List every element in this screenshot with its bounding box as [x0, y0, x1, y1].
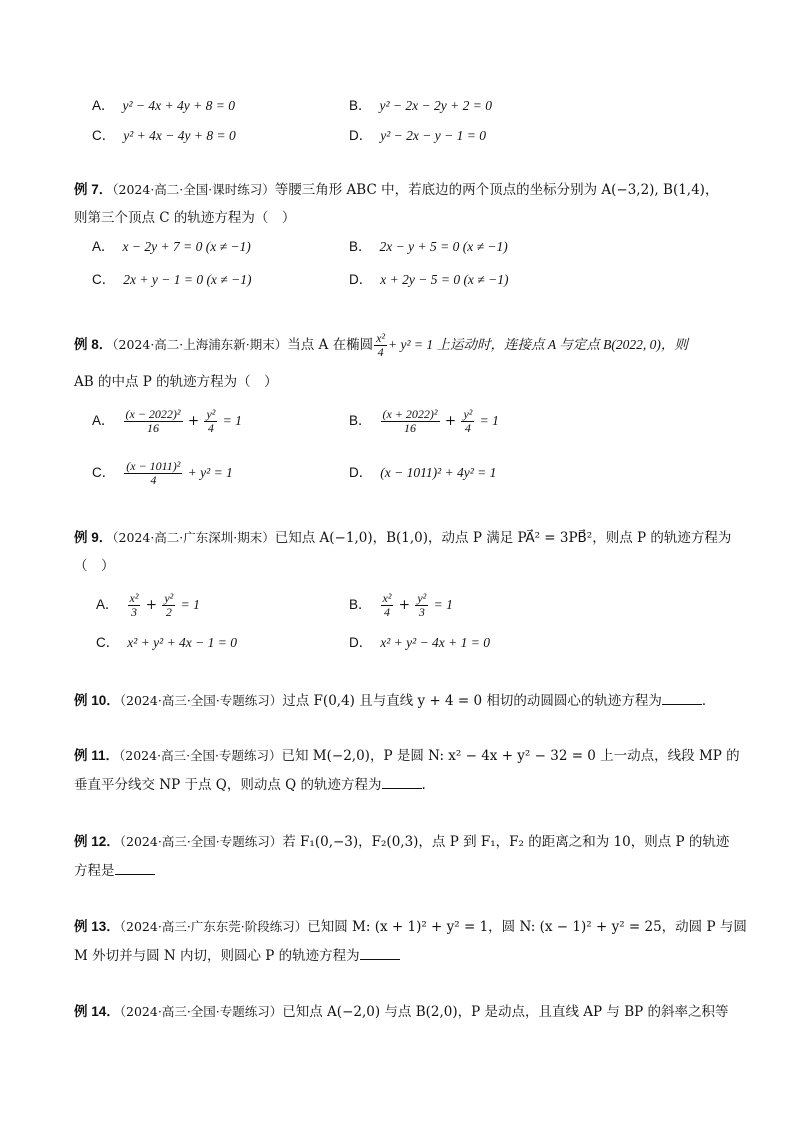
ex8-option-d — [349, 464, 496, 482]
ex6-option-a — [92, 97, 235, 115]
fraction-denominator: 16 — [404, 421, 417, 435]
fraction-denominator: 16 — [147, 421, 160, 435]
example-number: 例 13． — [74, 919, 120, 934]
example-source: （2024·高三·广东东莞·阶段练习） — [119, 919, 308, 934]
ex8-stem-line1 — [74, 331, 688, 359]
option-text: x² + y² + 4x − 1 = 0 — [127, 635, 238, 650]
example-number: 例 12． — [74, 834, 120, 849]
option-text: y² − 4x + 4y + 8 = 0 — [122, 98, 235, 113]
option-tail: = 1 — [222, 413, 242, 428]
ex7-option-c — [92, 271, 251, 289]
ex7-option-a — [92, 238, 251, 256]
ex13-stem-line2 — [74, 947, 400, 965]
fraction-numerator: x² — [382, 591, 392, 605]
option-text: y² + 4x − 4y + 8 = 0 — [123, 128, 236, 143]
fraction — [204, 408, 217, 435]
fraction-denominator: 4 — [207, 421, 214, 435]
option-text: x + 2y − 5 = 0 (x ≠ −1) — [380, 272, 509, 287]
fraction-numerator: y² — [463, 407, 473, 421]
stem-text: 垂直平分线交 NP 于点 Q，则动点 Q 的轨迹方程为 — [74, 777, 382, 793]
option-tail: = 1 — [433, 597, 453, 612]
stem-text: 已知圆 M: (x + 1)² + y² = 1，圆 N: (x − 1)² + y² = 25，动圆 P 与圆 — [307, 919, 747, 935]
option-label: A． — [92, 413, 115, 428]
fraction — [381, 592, 394, 619]
option-text: 2x + y − 1 = 0 (x ≠ −1) — [123, 272, 252, 287]
fraction-numerator: (x − 1011)² — [126, 459, 181, 473]
option-text: x − 2y + 7 = 0 (x ≠ −1) — [122, 239, 251, 254]
fraction-denominator: 4 — [464, 421, 471, 435]
stem-text: 已知点 A(−1,0)，B(1,0)，动点 P 满足 PA⃗² = 3PB⃗²，则点 P 的轨迹方程为 — [274, 530, 732, 546]
example-source: （2024·高三·全国·专题练习） — [119, 1004, 283, 1019]
stem-text: 当点 A 在椭圆 — [287, 337, 374, 353]
ex14-stem-line1 — [74, 1003, 729, 1021]
option-text: (x − 1011)² + 4y² = 1 — [380, 465, 497, 480]
ex7-stem-line1 — [74, 181, 718, 199]
fraction-numerator: y² — [164, 591, 174, 605]
fraction-numerator: (x + 2022)² — [382, 407, 438, 421]
ex9-option-c — [96, 634, 237, 652]
ex10-stem-line1 — [74, 692, 715, 710]
example-source: （2024·高三·全国·专题练习） — [119, 693, 283, 708]
fraction-denominator: 4 — [150, 473, 157, 487]
example-number: 例 11． — [74, 748, 120, 763]
fraction — [124, 460, 182, 487]
example-source: （2024·高二·全国·课时练习） — [112, 182, 275, 197]
stem-end: ． — [701, 693, 716, 709]
option-tail: + y² = 1 — [187, 465, 233, 480]
stem-text: 等腰三角形 ABC 中，若底边的两个顶点的坐标分别为 A(−3,2), B(1,4)， — [274, 182, 719, 198]
fraction-denominator: 3 — [418, 605, 425, 619]
ex6-option-c — [92, 127, 236, 145]
ellipse-fraction — [374, 332, 387, 359]
answer-blank — [662, 692, 702, 705]
example-source: （2024·高二·广东深圳·期末） — [112, 530, 275, 545]
fraction — [381, 408, 440, 435]
example-source: （2024·高三·全国·专题练习） — [119, 834, 283, 849]
fraction — [128, 592, 141, 619]
option-text: 2x − y + 5 = 0 (x ≠ −1) — [379, 239, 508, 254]
option-tail: = 1 — [180, 597, 200, 612]
option-label: C． — [92, 272, 116, 287]
stem-text: + y² = 1 上运动时，连接点 A 与定点 B(2022, 0)，则 — [388, 337, 688, 352]
stem-end: . — [421, 777, 426, 793]
option-text: x² + y² − 4x + 1 = 0 — [380, 635, 491, 650]
ex8-option-b: B． $\frac{\text{(x + 2022)²}}{16}$ + $\frac{\text{y²}}{4}$ = 1 — [349, 407, 499, 435]
example-source: （2024·高三·全国·专题练习） — [119, 748, 282, 763]
ex9-option-b: B． $\frac{\text{x²}}{4}$ + $\frac{\text{y²}}{3}$ = 1 — [349, 591, 453, 619]
stem-text: 已知 M(−2,0)，P 是圆 N: x² − 4x + y² − 32 = 0 上一动点，线段 MP 的 — [281, 748, 740, 764]
option-label: C． — [92, 128, 116, 143]
fraction-numerator: y² — [417, 591, 427, 605]
ex12-stem-line1 — [74, 833, 729, 851]
answer-blank — [115, 862, 155, 875]
ex11-stem-line2 — [74, 776, 426, 794]
ex8-option-a: A． $\frac{\text{(x − 2022)²}}{16}$ + $\frac{\text{y²}}{4}$ = 1 — [92, 407, 242, 435]
option-label: A． — [92, 98, 115, 113]
example-number: 例 7． — [74, 182, 113, 197]
fraction-numerator: x² — [376, 331, 386, 345]
stem-text: 若 F₁(0,−3)，F₂(0,3)，点 P 到 F₁，F₂ 的距离之和为 10，则点 P 的轨迹 — [282, 834, 730, 850]
ex7-option-b — [349, 238, 508, 256]
option-label: D． — [349, 128, 373, 143]
ex9-stem-line1 — [74, 529, 731, 547]
ex11-stem-line1 — [74, 747, 740, 765]
answer-blank — [360, 947, 400, 960]
option-tail: = 1 — [479, 413, 499, 428]
fraction — [124, 408, 183, 435]
ex8-stem-line2: AB 的中点 P 的轨迹方程为（ ） — [74, 374, 278, 390]
option-label: B． — [349, 597, 372, 612]
answer-blank — [382, 776, 422, 789]
ex9-option-a: A． $\frac{\text{x²}}{3}$ + $\frac{\text{y²}}{2}$ = 1 — [96, 591, 200, 619]
stem-text: M 外切并与圆 N 内切，则圆心 P 的轨迹方程为 — [74, 948, 360, 964]
fraction-numerator: x² — [129, 591, 139, 605]
stem-text: 过点 F(0,4) 且与直线 y + 4 = 0 相切的动圆圆心的轨迹方程为 — [282, 693, 662, 709]
fraction-denominator: 2 — [165, 605, 172, 619]
example-number: 例 10． — [74, 693, 120, 708]
example-source: （2024·高二·上海浦东新·期末） — [112, 337, 288, 352]
ex13-stem-line1 — [74, 918, 747, 936]
fraction-numerator: y² — [206, 407, 216, 421]
ex6-option-b — [349, 97, 492, 115]
option-text: y² − 2x − y − 1 = 0 — [380, 128, 486, 143]
fraction — [415, 592, 428, 619]
option-label: D． — [349, 465, 373, 480]
fraction-denominator: 3 — [130, 605, 137, 619]
example-number: 例 9． — [74, 530, 113, 545]
stem-text: 已知点 A(−2,0) 与点 B(2,0)，P 是动点，且直线 AP 与 BP 的斜率之积等 — [282, 1004, 729, 1020]
option-label: B． — [349, 239, 372, 254]
option-label: A． — [92, 239, 115, 254]
fraction-denominator: 4 — [383, 605, 390, 619]
stem-text: 方程是 — [74, 863, 115, 879]
option-label: C． — [96, 635, 120, 650]
ex9-option-d — [349, 634, 490, 652]
fraction-numerator: (x − 2022)² — [125, 407, 181, 421]
ex6-option-d — [349, 127, 486, 145]
ex8-option-c — [92, 458, 233, 488]
option-label: A． — [96, 597, 119, 612]
fraction — [162, 592, 175, 619]
option-label: B． — [349, 98, 372, 113]
ex9-stem-line2: （ ） — [74, 558, 115, 574]
option-label: D． — [349, 635, 373, 650]
option-label: B． — [349, 413, 372, 428]
example-number: 例 14． — [74, 1004, 120, 1019]
ex7-option-d — [349, 271, 508, 289]
ex12-stem-line2 — [74, 862, 155, 880]
fraction-denominator: 4 — [377, 345, 384, 359]
fraction — [461, 408, 474, 435]
option-label: D． — [349, 272, 373, 287]
option-label: C． — [92, 465, 116, 480]
ex7-stem-line2: 则第三个顶点 C 的轨迹方程为（ ） — [74, 210, 296, 226]
option-text: y² − 2x − 2y + 2 = 0 — [379, 98, 492, 113]
example-number: 例 8． — [74, 337, 113, 352]
